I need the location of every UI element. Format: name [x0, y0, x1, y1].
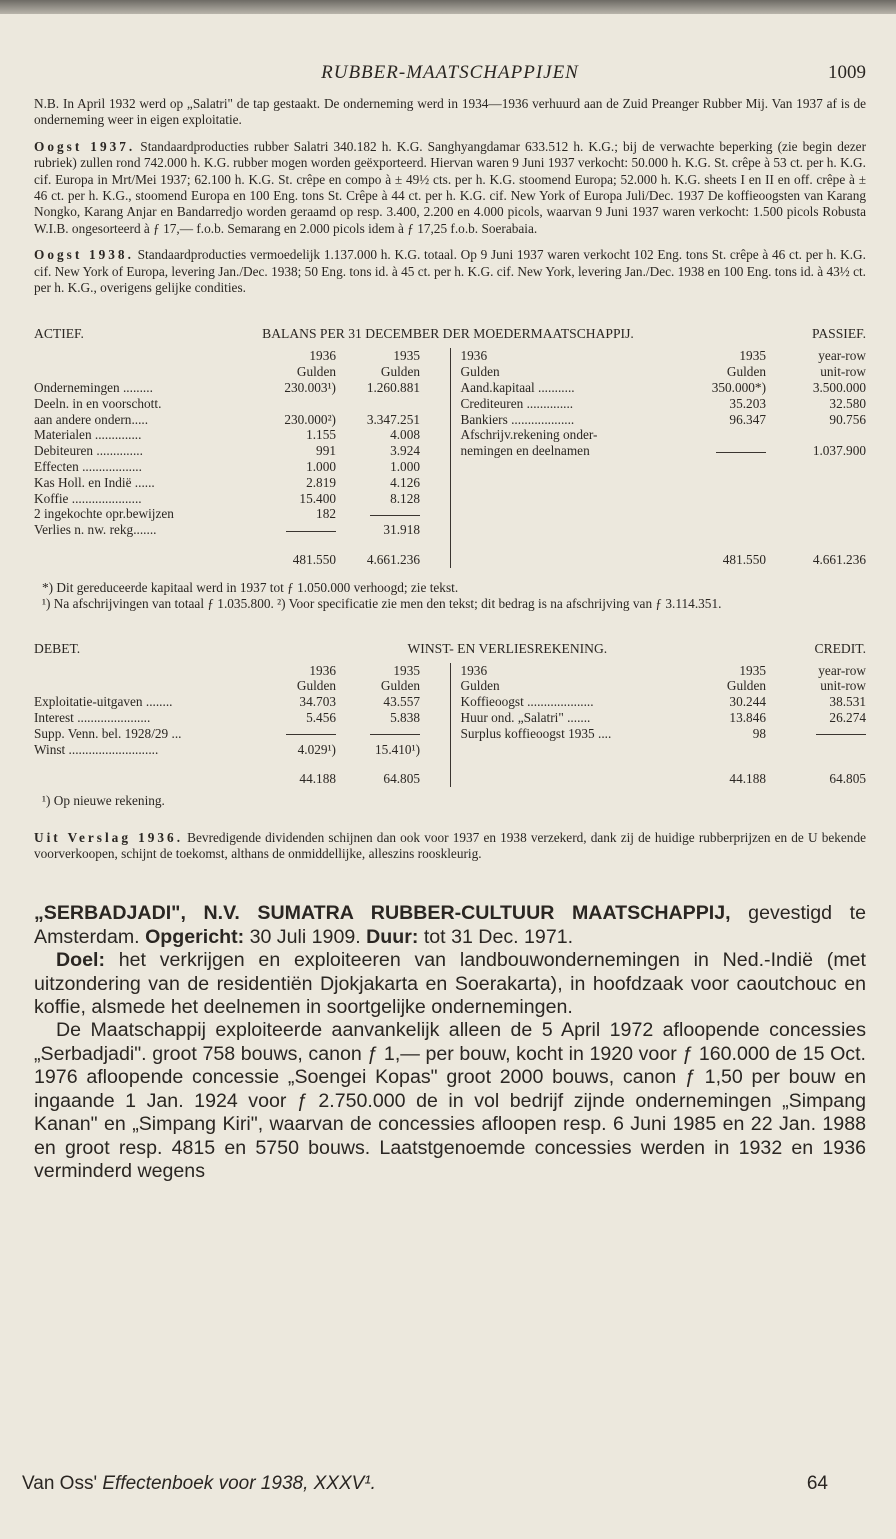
left-1936: 1936 — [309, 662, 336, 678]
left-1936: Gulden — [296, 678, 336, 694]
balance-title: BALANS PER 31 DECEMBER DER MOEDERMAATSCHAPPIJ. — [262, 326, 634, 342]
duur-label: Duur: — [366, 925, 419, 948]
right-1936 — [686, 475, 766, 491]
unit-row — [34, 678, 866, 694]
actief-caption: ACTIEF. — [34, 326, 84, 342]
left-1935: 15.410¹) — [375, 741, 420, 757]
total-left-1936: 44.188 — [299, 771, 336, 787]
item-row — [34, 380, 866, 396]
right-1935 — [766, 427, 866, 443]
profit-loss-caption — [34, 641, 866, 657]
right-1935 — [766, 726, 866, 742]
right-1935: 26.274 — [829, 710, 866, 726]
year-row — [34, 348, 866, 364]
left-1936 — [266, 726, 336, 742]
left-label: Exploitatie-uitgaven ........ — [34, 694, 173, 710]
right-label — [450, 506, 686, 522]
left-label: Deeln. in en voorschott. — [34, 395, 162, 411]
book-page — [34, 58, 866, 1183]
total-right-1935: 4.661.236 — [812, 552, 866, 568]
right-1936 — [686, 459, 766, 475]
total-row — [34, 552, 866, 568]
company-name: „SERBADJADI", N.V. SUMATRA RUBBER-CULTUUR MAATSCHAPPIJ, — [34, 902, 731, 925]
left-label — [34, 663, 266, 679]
total-right-1936: 44.188 — [729, 771, 766, 787]
item-row — [34, 491, 866, 507]
right-label: 1936 — [450, 663, 686, 679]
note-one-two: ¹) Na afschrijvingen van totaal ƒ 1.035.800. ²) Voor specificatie zie men den tekst; dit bedrag is na afschrijving van ƒ 3.114.351. — [42, 596, 722, 612]
right-label: Afschrijv.rekening onder- — [450, 427, 686, 443]
left-1936: 34.703 — [299, 694, 336, 710]
left-1936: 182 — [316, 506, 336, 522]
verslag-paragraph — [34, 830, 866, 863]
item-row — [34, 427, 866, 443]
right-1936: 350.000*) — [711, 380, 766, 396]
right-label: Surplus koffieoogst 1935 .... — [450, 726, 686, 742]
right-label — [450, 522, 686, 538]
running-header — [34, 58, 866, 92]
total-right-1935: 64.805 — [829, 771, 866, 787]
left-1935 — [336, 726, 420, 742]
left-label: Debiteuren .............. — [34, 443, 143, 459]
nb-paragraph: N.B. In April 1932 werd op „Salatri" de tap gestaakt. De onderneming werd in 1934—1936 verhuurd aan de Zuid Preanger Rubber Mij. Van 1937 af is de onderneming weer in eigen exploitatie. — [34, 96, 866, 128]
page-top-edge — [0, 0, 896, 14]
right-1936: 98 — [752, 725, 766, 741]
left-1935: 8.128 — [390, 490, 420, 506]
right-1936: 96.347 — [729, 411, 766, 427]
oogst-1938-label: Oogst 1938. — [34, 247, 134, 263]
item-row — [34, 443, 866, 459]
right-1936: 1935 — [739, 662, 766, 678]
year-row — [34, 663, 866, 679]
right-1935 — [766, 491, 866, 507]
item-row — [34, 726, 866, 742]
verslag-text: Bevredigende dividenden schijnen dan ook voor 1937 en 1938 verzekerd, dank zij de huidige rubberprijzen en de U bekende voorverkoopen, schijnt de toekomst, althans de onmiddellijke, alleszins rooskleurig. — [34, 829, 867, 862]
left-label — [34, 348, 256, 364]
total-left-1935: 4.661.236 — [366, 552, 420, 568]
item-row — [34, 412, 866, 428]
oogst-1937-text: Standaardproducties rubber Salatri 340.182 h. K.G. Sanghyangdamar 633.512 h. K.G.; bij de verwachte beperking (zie begin dezer rubriek) zullen rond 742.000 h. K.G. rubber mogen worden geëxporteerd. Hiervan waren 9 Juni 1937 verkocht: 50.000 h. K.G. St. crêpe à 53 ct. per h. K.G. cif. Europa in Mrt/Mei 1937; 62.100 h. K.G. St. crêpe en compo à ± 49½ cts. per h. K.G. stoomend Europa; 52.000 h. K.G. sheets I en II en off. crêpe à ± 46 ct. per h. K.G., stoomend Europa en 100 Eng. tons St. Crêpe à 44 ct. per h. K.G. cif. New York of Europa Juli/Dec. 1937 De koffieoogsten van Karang Nongko, Karang Anjar en Bandarredjo worden geraamd op resp. 3.400, 2.200 en 4.000 picols, waarvan 9 Juni 1937 waren verkocht: 1.500 picols Robusta W.I.B. ongesorteerd à ƒ 17,— f.o.b. Semarang en 2.000 picols idem à ƒ 17,25 f.o.b. Soerabaia. — [34, 138, 866, 236]
left-1935: 4.126 — [390, 474, 420, 490]
left-label: Interest ...................... — [34, 710, 151, 726]
right-label: Bankiers ................... — [450, 412, 686, 428]
balance-table — [34, 348, 866, 567]
item-row — [34, 694, 866, 710]
left-1935: 5.838 — [390, 710, 420, 726]
balance-caption — [34, 326, 866, 342]
left-1936: 230.000²) — [284, 411, 336, 427]
credit-caption: CREDIT. — [814, 640, 866, 656]
left-1935: 43.557 — [383, 694, 420, 710]
left-1936: Gulden — [296, 364, 336, 380]
right-label: Gulden — [450, 364, 686, 380]
duur-value: tot 31 Dec. 1971. — [418, 925, 574, 948]
doel-label: Doel: — [56, 949, 105, 972]
left-1935: 3.347.251 — [366, 411, 420, 427]
left-1936: 1.000 — [306, 459, 336, 475]
right-label: Huur ond. „Salatri" ....... — [450, 710, 686, 726]
right-1935 — [766, 506, 866, 522]
item-row — [34, 475, 866, 491]
left-1935: 4.008 — [390, 427, 420, 443]
right-1936 — [686, 522, 766, 538]
right-1935: 3.500.000 — [812, 380, 866, 396]
right-1935: unit-row — [820, 678, 866, 694]
company-seat: gevestigd te Amsterdam. — [34, 902, 867, 948]
page-footer — [22, 1473, 828, 1495]
left-label: Kas Holl. en Indië ...... — [34, 474, 155, 490]
concessions-paragraph: De Maatschappij exploiteerde aanvankelijk alleen de 5 April 1972 afloopende concessies „Serbadjadi". groot 758 bouws, canon ƒ 1,— per bouw, kocht in 1920 voor ƒ 160.000 de 15 Oct. 1976 afloopende concessie „Soengei Kopas" groot 2000 bouws, canon ƒ 1,50 per bouw en ingaande 1 Jan. 1924 voor ƒ 2.750.000 de in vol bedrijf zijnde ondernemingen „Simpang Kanan" en „Simpang Kiri", waarvan de concessies afloopen resp. 6 Juni 1985 en 22 Jan. 1988 en groot resp. 4815 en 5750 bouws. Laatstgenoemde concessies werden in 1932 en 1936 verminderd wegens — [34, 1019, 866, 1182]
right-1936 — [686, 491, 766, 507]
profit-loss-table — [34, 663, 866, 788]
left-label: Verlies n. nw. rekg....... — [34, 522, 157, 538]
footer-publisher: Van Oss' — [22, 1473, 103, 1494]
left-1936: 4.029¹) — [297, 741, 336, 757]
total-row — [34, 771, 866, 787]
oogst-1938-paragraph — [34, 247, 866, 296]
right-label — [450, 742, 686, 758]
right-1936: 1935 — [739, 348, 766, 364]
left-1935: Gulden — [380, 364, 420, 380]
left-label: Ondernemingen ......... — [34, 380, 153, 396]
right-1936: 35.203 — [729, 395, 766, 411]
left-label: Winst ........................... — [34, 741, 159, 757]
right-label: Aand.kapitaal ........... — [450, 380, 686, 396]
total-left-1936: 481.550 — [292, 552, 336, 568]
right-label: nemingen en deelnamen — [450, 443, 686, 459]
opgericht-value: 30 Juli 1909. — [244, 925, 367, 948]
item-row — [34, 522, 866, 538]
right-1935: unit-row — [820, 364, 866, 380]
right-1936: Gulden — [726, 678, 766, 694]
passief-caption: PASSIEF. — [812, 326, 866, 342]
left-label: Koffie ..................... — [34, 490, 142, 506]
oogst-1938-text: Standaardproducties vermoedelijk 1.137.000 h. K.G. totaal. Op 9 Juni 1937 waren verkocht 102 Eng. tons St. crêpe à 46 ct. per h. K.G. cif. New York of Europa, levering Jan./Dec. 1938; 50 Eng. tons id. à 45 ct. per h. K.G. cif. New York, levering Jan./Dec. 1938 en 100 Eng. tons id. à 43½ ct. per h. K.G., overigens gelijke condities. — [34, 247, 867, 296]
left-1936: 991 — [316, 443, 336, 459]
right-label: 1936 — [450, 348, 686, 364]
left-1935: 1.000 — [390, 459, 420, 475]
right-1935 — [766, 742, 866, 758]
left-1935: 31.918 — [383, 522, 420, 538]
total-left-1935: 64.805 — [383, 771, 420, 787]
unit-row — [34, 364, 866, 380]
left-1935: 1.260.881 — [366, 380, 420, 396]
right-1936 — [686, 742, 766, 758]
left-label: Supp. Venn. bel. 1928/29 ... — [34, 725, 182, 741]
right-1935: 32.580 — [829, 395, 866, 411]
left-1936 — [256, 396, 336, 412]
right-1936 — [686, 427, 766, 443]
right-label — [450, 475, 686, 491]
left-1936: 15.400 — [299, 490, 336, 506]
right-label — [450, 459, 686, 475]
left-label — [34, 678, 266, 694]
left-1936: 5.456 — [306, 710, 336, 726]
left-label: Effecten .................. — [34, 459, 142, 475]
right-label — [450, 491, 686, 507]
verslag-label: Uit Verslag 1936. — [34, 829, 184, 845]
footer-page-number: 64 — [806, 1473, 828, 1494]
note-star: *) Dit gereduceerde kapitaal werd in 1937 tot ƒ 1.050.000 verhoogd; zie tekst. — [42, 579, 459, 595]
right-label: Gulden — [450, 678, 686, 694]
page-title: RUBBER-MAATSCHAPPIJEN — [321, 62, 579, 83]
right-1935 — [766, 522, 866, 538]
left-1935: 3.924 — [390, 443, 420, 459]
left-1935: 1935 — [393, 662, 420, 678]
right-1936: Gulden — [726, 364, 766, 380]
left-1936: 1936 — [309, 348, 336, 364]
right-1935: 90.756 — [829, 411, 866, 427]
doel-text: het verkrijgen en exploiteeren van landbouwondernemingen in Ned.-Indië (met uitzondering van de residentiën Djokjakarta en Soerakarta), in hoofdzaak voor caoutchouc en koffie, alsmede het deelnemen in soortgelijke ondernemingen. — [34, 949, 866, 1019]
right-1936 — [686, 443, 766, 459]
right-1935 — [766, 475, 866, 491]
company-heading-paragraph — [34, 902, 866, 949]
item-row — [34, 506, 866, 522]
debet-caption: DEBET. — [34, 640, 81, 656]
profit-loss-title: WINST- EN VERLIESREKENING. — [407, 640, 608, 656]
left-label: 2 ingekochte opr.bewijzen — [34, 506, 174, 522]
left-1936: 2.819 — [306, 474, 336, 490]
left-1935 — [336, 506, 420, 522]
item-row — [34, 710, 866, 726]
right-label: Koffieoogst .................... — [450, 694, 686, 710]
right-1935: 1.037.900 — [812, 443, 866, 459]
left-1935 — [336, 396, 420, 412]
right-label: Crediteuren .............. — [450, 396, 686, 412]
right-1935: 38.531 — [829, 694, 866, 710]
left-label: aan andere ondern..... — [34, 411, 149, 427]
left-1936: 230.003¹) — [284, 380, 336, 396]
left-label — [34, 364, 256, 380]
item-row — [34, 396, 866, 412]
left-label: Materialen .............. — [34, 427, 142, 443]
doel-paragraph — [34, 949, 866, 1019]
right-1935: year-row — [818, 662, 866, 678]
opgericht-label: Opgericht: — [145, 925, 245, 948]
item-row — [34, 459, 866, 475]
right-1935: year-row — [818, 348, 866, 364]
right-1936: 30.244 — [729, 694, 766, 710]
item-row — [34, 742, 866, 758]
left-1936 — [256, 522, 336, 538]
oogst-1937-paragraph — [34, 139, 866, 237]
total-right-1936: 481.550 — [722, 552, 766, 568]
footer-book-title: Effectenboek voor 1938, XXXV¹. — [102, 1473, 376, 1494]
oogst-1937-label: Oogst 1937. — [34, 138, 136, 154]
left-1935: 1935 — [393, 348, 420, 364]
page-number: 1009 — [828, 62, 866, 83]
left-1935: Gulden — [380, 678, 420, 694]
left-1936: 1.155 — [306, 427, 336, 443]
right-1935 — [766, 459, 866, 475]
profit-loss-footnote: ¹) Op nieuwe rekening. — [42, 793, 165, 809]
right-1936: 13.846 — [729, 710, 766, 726]
right-1936 — [686, 506, 766, 522]
